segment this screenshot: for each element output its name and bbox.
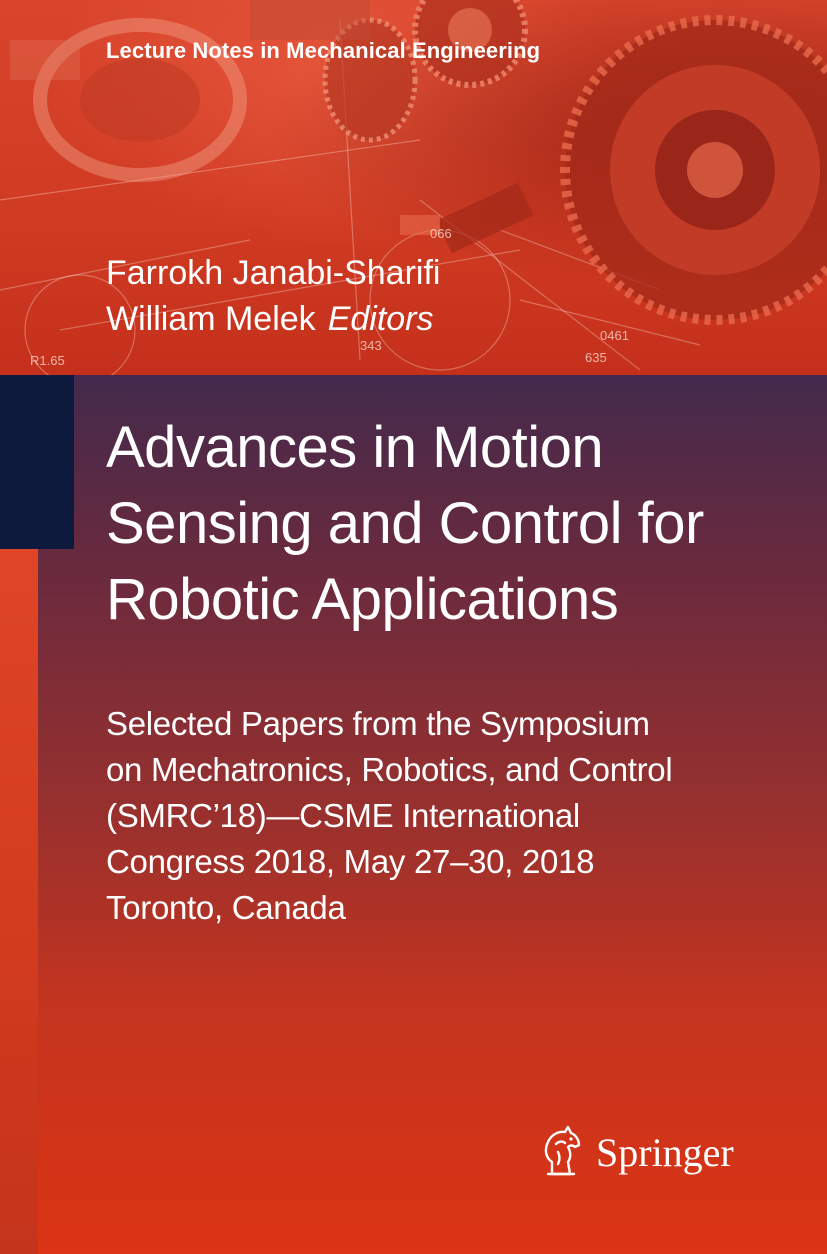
drawing-label: 343 bbox=[360, 338, 382, 353]
bolt-gear-icon bbox=[400, 183, 533, 254]
subtitle-line: Selected Papers from the Symposium bbox=[106, 705, 650, 742]
navy-accent-block bbox=[0, 375, 74, 549]
editors-block bbox=[106, 250, 440, 342]
book-title bbox=[106, 410, 806, 638]
title-line: Advances in Motion bbox=[106, 415, 604, 480]
book-subtitle bbox=[106, 701, 806, 931]
subtitle-line: (SMRC’18)—CSME International bbox=[106, 797, 580, 834]
editors-role: Editors bbox=[327, 300, 434, 338]
shaft-gear-icon bbox=[250, 0, 415, 140]
drawing-label: 635 bbox=[585, 350, 607, 365]
drawing-label: 066 bbox=[430, 226, 452, 241]
publisher-name: Springer bbox=[596, 1129, 734, 1175]
publisher-logo bbox=[538, 1122, 734, 1182]
drawing-label: 0461 bbox=[600, 328, 629, 343]
springer-horse-logo-icon bbox=[538, 1124, 586, 1180]
subtitle-line: Toronto, Canada bbox=[106, 889, 346, 926]
title-line: Robotic Applications bbox=[106, 567, 619, 632]
title-line: Sensing and Control for bbox=[106, 491, 704, 556]
editor-name: Farrokh Janabi-Sharifi bbox=[106, 254, 441, 292]
subtitle-line: Congress 2018, May 27–30, 2018 bbox=[106, 843, 595, 880]
large-gear-icon bbox=[565, 20, 827, 320]
series-title: Lecture Notes in Mechanical Engineering bbox=[106, 38, 541, 63]
cover-illustration bbox=[0, 0, 827, 375]
editor-name: William Melek bbox=[106, 300, 316, 338]
drawing-label: R1.65 bbox=[30, 353, 65, 368]
subtitle-line: on Mechatronics, Robotics, and Control bbox=[106, 751, 673, 788]
